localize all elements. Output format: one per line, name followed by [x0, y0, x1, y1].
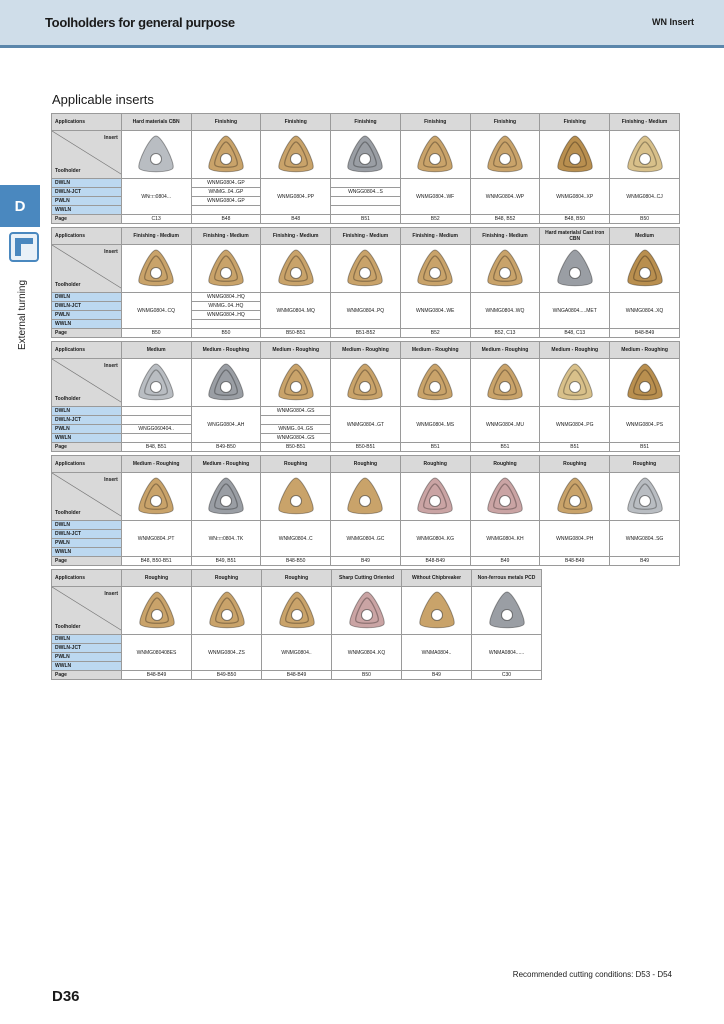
insert-icon [134, 361, 178, 405]
page-reference: B50-B51 [261, 329, 331, 338]
holder-row [52, 635, 542, 644]
insert-icon [204, 361, 248, 405]
insert-toolholder-header [52, 359, 122, 407]
holder-label: PWLN [52, 197, 122, 206]
insert-code-cell: WNMG0804..PP [261, 179, 331, 215]
page-reference: B48-B50 [261, 557, 331, 566]
insert-icon [553, 475, 597, 519]
insert-image [261, 359, 331, 407]
holder-label: WWLN [52, 320, 122, 329]
insert-code-cell: WNMG0804..CQ [121, 293, 191, 329]
insert-icon [274, 133, 318, 177]
application-cell: Hard materials CBN [121, 114, 191, 131]
page-label: Page [52, 671, 122, 680]
insert-icon [415, 589, 459, 633]
applications-label: Applications [52, 570, 122, 587]
insert-code-cell: WNMG0804..PG [540, 407, 610, 443]
insert-label: Insert [104, 477, 118, 483]
insert-code-cell: WNMG0804..PT [121, 521, 191, 557]
holder-label: DWLN-JCT [52, 416, 122, 425]
applications-row [52, 342, 680, 359]
insert-image-row [52, 245, 680, 293]
insert-code-cell [331, 179, 401, 188]
toolholder-label: Toolholder [55, 624, 81, 630]
application-cell: Finishing [331, 114, 401, 131]
insert-image [470, 131, 540, 179]
application-cell: Roughing [400, 456, 470, 473]
application-cell: Medium - Roughing [191, 456, 261, 473]
applications-label: Applications [52, 342, 122, 359]
application-cell: Hard materials/ Cast iron CBN [540, 228, 610, 245]
application-cell: Finishing - Medium [121, 228, 191, 245]
insert-image [470, 473, 540, 521]
holder-row [52, 179, 680, 188]
insert-code-cell: WNMG0804..WE [400, 293, 470, 329]
insert-code-cell: WNMG0804..GP [191, 197, 261, 206]
insert-image-row [52, 359, 680, 407]
holder-label: DWLN-JCT [52, 302, 122, 311]
holder-label: PWLN [52, 311, 122, 320]
header-title: Toolholders for general purpose [45, 15, 235, 30]
insert-image [121, 473, 191, 521]
page-reference: B48, B52 [470, 215, 540, 224]
insert-icon [134, 475, 178, 519]
holder-label: DWLN [52, 521, 122, 530]
insert-image [192, 587, 262, 635]
insert-image [540, 245, 610, 293]
insert-icon [623, 247, 667, 291]
application-cell: Without Chipbreaker [402, 570, 472, 587]
application-cell: Finishing - Medium [470, 228, 540, 245]
page-reference: C13 [121, 215, 191, 224]
insert-icon [623, 133, 667, 177]
insert-code-cell: WNMA0804.. [402, 635, 472, 671]
insert-icon [413, 247, 457, 291]
page-reference: B49-B50 [192, 671, 262, 680]
insert-icon [343, 133, 387, 177]
insert-label: Insert [104, 135, 118, 141]
insert-icon [483, 361, 527, 405]
holder-label: PWLN [52, 425, 122, 434]
insert-code-cell: WNMG0804..KQ [332, 635, 402, 671]
insert-icon [205, 589, 249, 633]
insert-image [470, 245, 540, 293]
page-reference: B50-B51 [331, 443, 401, 452]
page-reference: B48 [191, 215, 261, 224]
insert-image [610, 131, 680, 179]
insert-code-cell: WNMG0804..MS [400, 407, 470, 443]
application-cell: Roughing [470, 456, 540, 473]
holder-label: DWLN [52, 635, 122, 644]
insert-image [400, 359, 470, 407]
page-reference: B48, B50 [540, 215, 610, 224]
application-cell: Medium - Roughing [470, 342, 540, 359]
page-reference: B48 [261, 215, 331, 224]
insert-icon [483, 475, 527, 519]
application-cell: Finishing - Medium [261, 228, 331, 245]
insert-code-cell: WNMG080408ES [122, 635, 192, 671]
insert-icon [274, 361, 318, 405]
insert-code-cell [121, 434, 191, 443]
insert-label: Insert [104, 249, 118, 255]
insert-icon [413, 475, 457, 519]
insert-icon [553, 247, 597, 291]
applicable-inserts-tables [51, 113, 680, 683]
insert-image [261, 473, 331, 521]
page-number: D36 [52, 988, 80, 1005]
application-cell: Finishing [470, 114, 540, 131]
insert-icon [274, 247, 318, 291]
application-cell: Roughing [192, 570, 262, 587]
page-reference: B52, C13 [470, 329, 540, 338]
insert-image [121, 131, 191, 179]
insert-icon [553, 361, 597, 405]
page-header [0, 0, 724, 45]
insert-toolholder-header [52, 245, 122, 293]
page-row [52, 443, 680, 452]
cutting-conditions-note: Recommended cutting conditions: D53 - D54 [512, 970, 672, 979]
section-title: Applicable inserts [52, 92, 154, 107]
applications-row [52, 570, 542, 587]
page-reference: B51-B52 [331, 329, 401, 338]
insert-icon [274, 475, 318, 519]
page-reference: B52 [400, 215, 470, 224]
insert-code-cell: WNMG0804..PH [540, 521, 610, 557]
insert-image [540, 131, 610, 179]
insert-image [261, 131, 331, 179]
insert-image [122, 587, 192, 635]
insert-image-row [52, 131, 680, 179]
insert-icon [134, 247, 178, 291]
application-cell: Medium - Roughing [400, 342, 470, 359]
page-reference: C30 [472, 671, 542, 680]
application-cell: Finishing [400, 114, 470, 131]
applications-row [52, 456, 680, 473]
applications-label: Applications [52, 114, 122, 131]
insert-code-cell: WNMG0804..WF [400, 179, 470, 215]
insert-image [121, 359, 191, 407]
application-cell: Medium [121, 342, 191, 359]
insert-icon [553, 133, 597, 177]
insert-code-cell: WNMG0804..GP [191, 179, 261, 188]
insert-code-cell: WN□□0804..TK [191, 521, 261, 557]
application-cell: Roughing [540, 456, 610, 473]
insert-image [331, 359, 401, 407]
insert-image [332, 587, 402, 635]
insert-code-cell [121, 416, 191, 425]
application-cell: Roughing [610, 456, 680, 473]
application-cell: Roughing [261, 456, 331, 473]
insert-icon [623, 361, 667, 405]
insert-code-cell [331, 197, 401, 206]
insert-image [610, 245, 680, 293]
chapter-tab[interactable]: D [0, 185, 40, 227]
insert-icon [135, 589, 179, 633]
insert-code-cell: WNMG0804..MU [470, 407, 540, 443]
insert-table-4 [51, 455, 680, 566]
page-reference: B48, B50-B51 [121, 557, 191, 566]
holder-label: DWLN [52, 293, 122, 302]
holder-label: DWLN [52, 407, 122, 416]
external-turning-icon [9, 232, 39, 262]
insert-table-3 [51, 341, 680, 452]
holder-label: DWLN-JCT [52, 530, 122, 539]
application-cell: Medium - Roughing [610, 342, 680, 359]
insert-image-row [52, 587, 542, 635]
insert-image [191, 131, 261, 179]
page-reference: B48, C13 [540, 329, 610, 338]
insert-code-cell: WNMG0804..HQ [191, 293, 261, 302]
insert-icon [413, 361, 457, 405]
insert-code-cell: WNGG0804...S [331, 188, 401, 197]
holder-label: WWLN [52, 434, 122, 443]
insert-icon [623, 475, 667, 519]
insert-image [331, 245, 401, 293]
application-cell: Roughing [262, 570, 332, 587]
insert-table-2 [51, 227, 680, 338]
page-reference: B50-B51 [261, 443, 331, 452]
application-cell: Finishing - Medium [610, 114, 680, 131]
application-cell: Finishing [261, 114, 331, 131]
insert-code-cell: WNGG0804..AH [191, 407, 261, 443]
insert-image [262, 587, 332, 635]
insert-icon [275, 589, 319, 633]
insert-image [121, 245, 191, 293]
page-reference: B49, B51 [191, 557, 261, 566]
insert-icon [413, 133, 457, 177]
application-cell: Finishing [191, 114, 261, 131]
insert-code-cell: WNMG0804..KH [470, 521, 540, 557]
page-reference: B48-B49 [540, 557, 610, 566]
header-divider [0, 45, 724, 48]
insert-image [331, 131, 401, 179]
insert-icon [485, 589, 529, 633]
page-reference: B50 [121, 329, 191, 338]
insert-code-cell [191, 320, 261, 329]
page-reference: B48-B49 [262, 671, 332, 680]
insert-icon [343, 361, 387, 405]
page-reference: B49 [470, 557, 540, 566]
holder-label: WWLN [52, 662, 122, 671]
page-reference: B48, B51 [121, 443, 191, 452]
toolholder-label: Toolholder [55, 510, 81, 516]
application-cell: Finishing - Medium [191, 228, 261, 245]
insert-label: Insert [104, 591, 118, 597]
insert-icon [343, 247, 387, 291]
application-cell: Medium [610, 228, 680, 245]
page-label: Page [52, 557, 122, 566]
insert-icon [483, 133, 527, 177]
header-insert-type: WN Insert [651, 17, 694, 27]
page-label: Page [52, 329, 122, 338]
page-reference: B50 [191, 329, 261, 338]
holder-label: WWLN [52, 548, 122, 557]
insert-image [191, 473, 261, 521]
applications-label: Applications [52, 228, 122, 245]
insert-table-5 [51, 569, 542, 680]
insert-code-cell: WNMG..04..GP [191, 188, 261, 197]
insert-code-cell [331, 206, 401, 215]
insert-image [610, 473, 680, 521]
insert-code-cell: WNMG0804..MQ [261, 293, 331, 329]
insert-icon [343, 475, 387, 519]
insert-code-cell: WNMG0804..WQ [470, 293, 540, 329]
page-reference: B51 [610, 443, 680, 452]
insert-code-cell: WNMG0804..KG [400, 521, 470, 557]
insert-code-cell: WNMG0804..C [261, 521, 331, 557]
insert-code-cell: WNMG0804..GS [261, 434, 331, 443]
chapter-label: External turning [17, 279, 28, 350]
insert-code-cell [121, 407, 191, 416]
insert-image [610, 359, 680, 407]
application-cell: Non-ferrous metals PCD [472, 570, 542, 587]
application-cell: Medium - Roughing [261, 342, 331, 359]
holder-label: PWLN [52, 653, 122, 662]
application-cell: Finishing - Medium [400, 228, 470, 245]
application-cell: Roughing [331, 456, 401, 473]
insert-image [402, 587, 472, 635]
insert-code-cell: WNMG0804..XQ [610, 293, 680, 329]
insert-icon [134, 133, 178, 177]
insert-code-cell: WNMG0804..GC [331, 521, 401, 557]
toolholder-label: Toolholder [55, 168, 81, 174]
holder-label: DWLN [52, 179, 122, 188]
insert-code-cell: WNMG0804..WP [470, 179, 540, 215]
page-reference: B52 [400, 329, 470, 338]
insert-icon [204, 247, 248, 291]
insert-code-cell: WNMG0804.. [262, 635, 332, 671]
insert-image [400, 131, 470, 179]
holder-label: DWLN-JCT [52, 188, 122, 197]
page-reference: B49-B50 [191, 443, 261, 452]
page-reference: B49 [331, 557, 401, 566]
applications-row [52, 228, 680, 245]
page-label: Page [52, 215, 122, 224]
insert-code-cell: WNGA0804.....MET [540, 293, 610, 329]
insert-code-cell: WNMG0804..PS [610, 407, 680, 443]
page-reference: B51 [331, 215, 401, 224]
insert-image [191, 245, 261, 293]
insert-code-cell: WNMG0804..PQ [331, 293, 401, 329]
holder-row [52, 293, 680, 302]
insert-image [400, 473, 470, 521]
insert-code-cell: WNMG0804..GS [261, 407, 331, 416]
holder-label: PWLN [52, 539, 122, 548]
insert-image [540, 359, 610, 407]
holder-row [52, 521, 680, 530]
insert-label: Insert [104, 363, 118, 369]
page-reference: B51 [470, 443, 540, 452]
insert-image [191, 359, 261, 407]
page-reference: B49 [610, 557, 680, 566]
insert-code-cell: WNMG..04..GS [261, 425, 331, 434]
page-reference: B48-B49 [610, 329, 680, 338]
toolholder-label: Toolholder [55, 396, 81, 402]
application-cell: Medium - Roughing [191, 342, 261, 359]
insert-code-cell: WNMG..04..HQ [191, 302, 261, 311]
insert-image-row [52, 473, 680, 521]
page-reference: B51 [540, 443, 610, 452]
page-reference: B50 [610, 215, 680, 224]
insert-table-1 [51, 113, 680, 224]
page-reference: B51 [400, 443, 470, 452]
application-cell: Sharp Cutting Oriented [332, 570, 402, 587]
page-row [52, 329, 680, 338]
application-cell: Medium - Roughing [121, 456, 191, 473]
holder-label: WWLN [52, 206, 122, 215]
applications-label: Applications [52, 456, 122, 473]
application-cell: Finishing [540, 114, 610, 131]
insert-code-cell: WNMG0804..SG [610, 521, 680, 557]
insert-icon [204, 133, 248, 177]
insert-icon [345, 589, 389, 633]
page-row [52, 215, 680, 224]
holder-label: DWLN-JCT [52, 644, 122, 653]
page-reference: B48-B49 [400, 557, 470, 566]
page-row [52, 557, 680, 566]
insert-icon [483, 247, 527, 291]
insert-code-cell [191, 206, 261, 215]
insert-code-cell: WNMA0804...... [472, 635, 542, 671]
application-cell: Medium - Roughing [540, 342, 610, 359]
application-cell: Finishing - Medium [331, 228, 401, 245]
page-label: Page [52, 443, 122, 452]
insert-code-cell: WNMG0804..CJ [610, 179, 680, 215]
page-reference: B49 [402, 671, 472, 680]
insert-image [472, 587, 542, 635]
application-cell: Roughing [122, 570, 192, 587]
page-reference: B48-B49 [122, 671, 192, 680]
insert-toolholder-header [52, 587, 122, 635]
insert-image [331, 473, 401, 521]
page-row [52, 671, 542, 680]
insert-image [400, 245, 470, 293]
page-reference: B50 [332, 671, 402, 680]
insert-code-cell [261, 416, 331, 425]
application-cell: Medium - Roughing [331, 342, 401, 359]
insert-code-cell: WNMG0804..GT [331, 407, 401, 443]
insert-code-cell: WNMG0804..ZS [192, 635, 262, 671]
insert-code-cell: WNMG0804..HQ [191, 311, 261, 320]
insert-code-cell: WNGG060404.. [121, 425, 191, 434]
toolholder-label: Toolholder [55, 282, 81, 288]
insert-image [261, 245, 331, 293]
insert-code-cell: WNMG0804..XP [540, 179, 610, 215]
holder-row [52, 407, 680, 416]
insert-toolholder-header [52, 131, 122, 179]
insert-toolholder-header [52, 473, 122, 521]
insert-code-cell: WN□□0804... [121, 179, 191, 215]
applications-row [52, 114, 680, 131]
insert-icon [204, 475, 248, 519]
insert-image [540, 473, 610, 521]
insert-image [470, 359, 540, 407]
